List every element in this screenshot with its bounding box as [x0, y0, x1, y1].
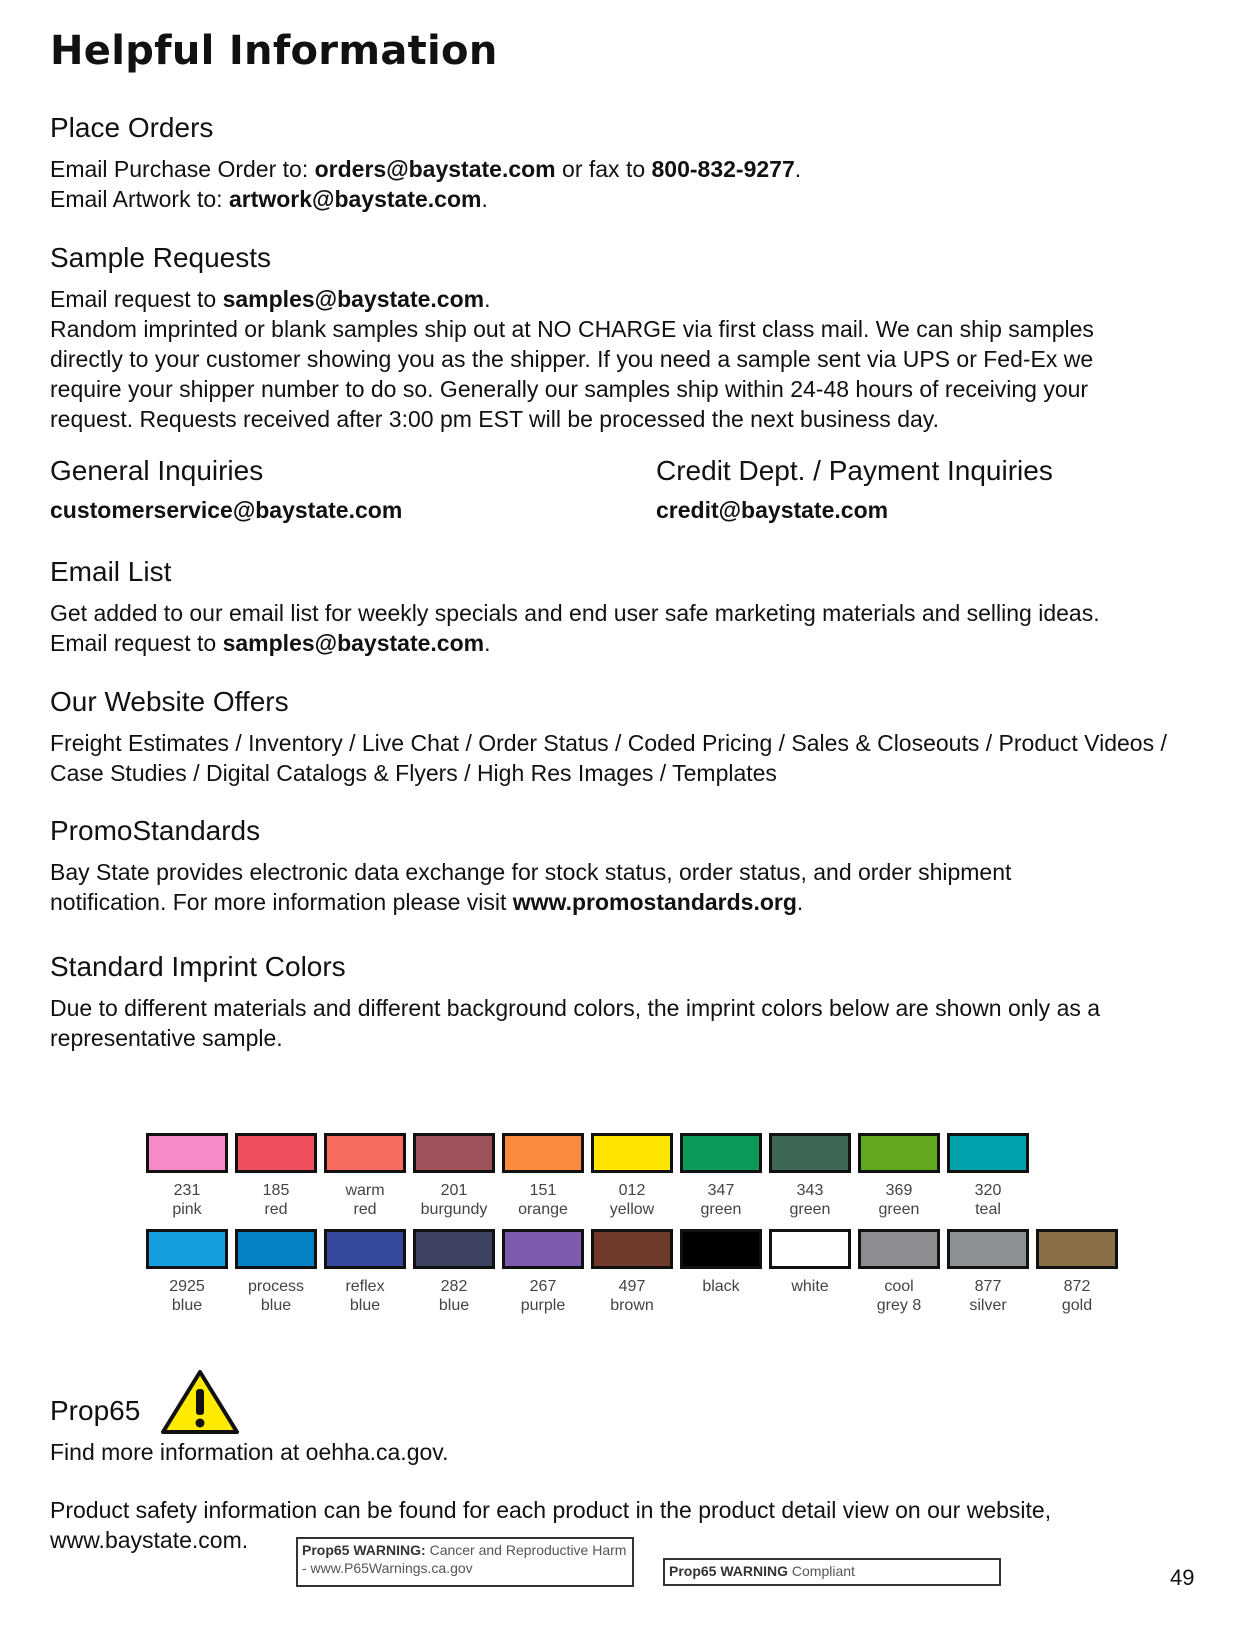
swatch-label: [943, 1181, 1033, 1219]
swatch-label: [320, 1181, 410, 1219]
color-swatch: [142, 1133, 232, 1219]
place-orders-section: [50, 112, 1200, 214]
swatch-cool-grey: [858, 1229, 940, 1269]
po-prefix: Email Purchase Order to:: [50, 156, 315, 182]
swatch-label: [1032, 1277, 1122, 1315]
prop65-compliant-text: Compliant: [788, 1563, 855, 1579]
el-end: .: [484, 630, 491, 656]
swatch-label-line2: orange: [518, 1201, 568, 1218]
color-swatch: [587, 1229, 677, 1315]
color-swatch: [854, 1229, 944, 1315]
swatch-gold: [1036, 1229, 1118, 1269]
swatch-label-line1: 267: [529, 1278, 557, 1295]
swatch-label-line2: brown: [610, 1297, 654, 1314]
swatch-label-line1: 201: [440, 1182, 468, 1199]
color-swatch: [765, 1133, 855, 1219]
samples-email[interactable]: samples@baystate.com: [222, 286, 485, 312]
swatch-white: [769, 1229, 851, 1269]
swatch-green-369: [858, 1133, 940, 1173]
swatch-label: [676, 1181, 766, 1219]
prop65-warning-text: Cancer and Reproductive Harm - www.P65Warnings.ca.gov: [302, 1542, 627, 1576]
swatch-label: [231, 1277, 321, 1315]
swatch-label-line2: blue: [349, 1297, 381, 1314]
swatch-label-line1: 369: [885, 1182, 913, 1199]
page-number: 49: [1170, 1565, 1195, 1590]
artwork-end: .: [481, 186, 488, 212]
po-mid: or fax to: [555, 156, 652, 182]
prop65-compliant-bold: Prop65 WARNING: [669, 1563, 789, 1579]
swatch-label-line1: 151: [529, 1182, 557, 1199]
color-swatch: [498, 1133, 588, 1219]
color-swatch: [409, 1229, 499, 1315]
swatch-label: [765, 1277, 855, 1296]
promostandards-section: [50, 815, 1200, 917]
color-swatch: [320, 1133, 410, 1219]
swatch-label-line2: teal: [975, 1201, 1001, 1218]
swatch-label-line2: grey 8: [876, 1297, 922, 1314]
swatch-label-line2: green: [878, 1201, 920, 1218]
artwork-prefix: Email Artwork to:: [50, 186, 229, 212]
swatch-label: [854, 1277, 944, 1315]
swatch-reflex-blue: [324, 1229, 406, 1269]
color-swatch: [1032, 1229, 1122, 1315]
swatch-label: [142, 1181, 232, 1219]
swatch-label: [676, 1277, 766, 1296]
swatch-label: [765, 1181, 855, 1219]
color-swatch: [587, 1133, 677, 1219]
swatch-brown: [591, 1229, 673, 1269]
ps-prefix: Bay State provides electronic data exchange for stock status, order status, and order shipment notification. For more information please visit: [50, 859, 1012, 915]
sr-end: .: [484, 286, 491, 312]
email-list-section: [50, 556, 1200, 658]
email-list-email[interactable]: samples@baystate.com: [222, 630, 485, 656]
color-swatch: [320, 1229, 410, 1315]
prop65-warning-bold: Prop65 WARNING:: [302, 1542, 426, 1558]
warning-triangle-icon: [160, 1369, 240, 1435]
sr-prefix: Email request to: [50, 286, 223, 312]
swatch-label: [142, 1277, 232, 1315]
sample-requests-heading: Sample Requests: [50, 242, 272, 273]
swatch-label-line1: 497: [618, 1278, 646, 1295]
swatch-label: [854, 1181, 944, 1219]
swatch-label-line1: 2925: [169, 1278, 205, 1295]
color-swatch: [854, 1133, 944, 1219]
swatch-label-line1: white: [791, 1278, 829, 1295]
swatch-label-line1: 231: [173, 1182, 201, 1199]
color-swatch: [676, 1229, 766, 1296]
imprint-colors-heading: Standard Imprint Colors: [50, 951, 346, 982]
swatch-label-line1: reflex: [345, 1278, 385, 1295]
imprint-colors-body: Due to different materials and different background colors, the imprint colors below are shown only as a representative sample.: [50, 995, 1101, 1051]
swatch-label-line1: 343: [796, 1182, 824, 1199]
swatch-label-line2: red: [353, 1201, 377, 1218]
swatch-silver: [947, 1229, 1029, 1269]
swatch-process-blue: [235, 1229, 317, 1269]
promostandards-heading: PromoStandards: [50, 815, 261, 846]
swatch-red: [235, 1133, 317, 1173]
website-offers-section: [50, 686, 1200, 788]
swatch-label: [587, 1181, 677, 1219]
swatch-label-line1: 012: [618, 1182, 646, 1199]
swatch-label-line2: red: [264, 1201, 288, 1218]
page-title: Helpful Information: [50, 28, 498, 74]
promostandards-link[interactable]: www.promostandards.org: [512, 889, 797, 915]
prop65-warning-label: [296, 1537, 634, 1587]
swatch-warm-red: [324, 1133, 406, 1173]
swatch-label-line1: warm: [345, 1182, 385, 1199]
color-swatch: [231, 1229, 321, 1315]
imprint-colors-section: [50, 951, 1200, 1053]
color-swatch: [943, 1133, 1033, 1219]
swatch-label: [498, 1277, 588, 1315]
swatch-teal: [947, 1133, 1029, 1173]
prop65-compliant-label: [663, 1558, 1001, 1586]
swatch-label: [320, 1277, 410, 1315]
swatch-label-line2: gold: [1061, 1297, 1093, 1314]
color-swatch: [943, 1229, 1033, 1315]
swatch-label-line2: yellow: [609, 1201, 655, 1218]
swatch-2925-blue: [146, 1229, 228, 1269]
prop65-line1: Find more information at oehha.ca.gov.: [50, 1439, 449, 1465]
swatch-label: [943, 1277, 1033, 1315]
orders-email[interactable]: orders@baystate.com: [314, 156, 556, 182]
color-swatch: [231, 1133, 321, 1219]
color-swatch: [765, 1229, 855, 1296]
po-end: .: [794, 156, 802, 182]
swatch-label-line1: process: [247, 1278, 305, 1295]
customerservice-email[interactable]: customerservice@baystate.com: [50, 497, 403, 523]
swatch-label-line1: 320: [974, 1182, 1002, 1199]
swatch-green-347: [680, 1133, 762, 1173]
swatch-label-line1: black: [702, 1278, 740, 1295]
swatch-pink: [146, 1133, 228, 1173]
swatch-label-line2: blue: [260, 1297, 292, 1314]
color-swatch: [409, 1133, 499, 1219]
swatch-label: [409, 1181, 499, 1219]
swatch-label-line1: cool: [884, 1278, 914, 1295]
place-orders-heading: Place Orders: [50, 112, 214, 143]
place-orders-line1: [50, 154, 1200, 184]
swatch-label-line2: blue: [438, 1297, 470, 1314]
swatch-orange: [502, 1133, 584, 1173]
email-list-heading: Email List: [50, 556, 172, 587]
color-swatch: [498, 1229, 588, 1315]
ps-end: .: [796, 889, 804, 915]
swatch-282-blue: [413, 1229, 495, 1269]
artwork-email[interactable]: artwork@baystate.com: [228, 186, 482, 212]
swatch-label: [231, 1181, 321, 1219]
prop65-heading: Prop65: [50, 1395, 141, 1426]
swatch-label-line1: 347: [707, 1182, 735, 1199]
website-offers-body: Freight Estimates / Inventory / Live Chat / Order Status / Coded Pricing / Sales & Closeouts / Product Videos / Case Studies / Digital Catalogs & Flyers / High Res Images / Templates: [50, 730, 1167, 786]
general-inquiries-section: [50, 455, 402, 524]
email-list-body: [50, 598, 1130, 658]
place-orders-line2: [50, 184, 1200, 214]
swatch-label-line1: 877: [974, 1278, 1002, 1295]
prop65-line2: Product safety information can be found for each product in the product detail view on our website, www.baystate.com.: [50, 1497, 1052, 1553]
swatch-green-343: [769, 1133, 851, 1173]
color-swatch: [142, 1229, 232, 1315]
swatch-yellow: [591, 1133, 673, 1173]
swatch-black: [680, 1229, 762, 1269]
general-inquiries-heading: General Inquiries: [50, 455, 264, 486]
swatch-purple: [502, 1229, 584, 1269]
swatch-label-line1: 872: [1063, 1278, 1091, 1295]
swatch-label-line1: 282: [440, 1278, 468, 1295]
swatch-label-line2: green: [700, 1201, 742, 1218]
swatch-label: [587, 1277, 677, 1315]
swatch-label-line2: blue: [171, 1297, 203, 1314]
sample-requests-line1: [50, 284, 1200, 314]
credit-email[interactable]: credit@baystate.com: [656, 497, 889, 523]
swatch-label: [409, 1277, 499, 1315]
website-offers-heading: Our Website Offers: [50, 686, 289, 717]
sample-requests-body: Random imprinted or blank samples ship out at NO CHARGE via first class mail. We can ship samples directly to your customer showing you as the shipper. If you need a sample sent via UPS or Fed-Ex we require your shipper number to do so. Generally our samples ship within 24-48 hours of receiving your request. Requests received after 3:00 pm EST will be processed the next business day.: [50, 316, 1094, 432]
color-swatch: [676, 1133, 766, 1219]
sample-requests-section: [50, 242, 1200, 434]
swatch-label-line1: 185: [262, 1182, 290, 1199]
swatch-label: [498, 1181, 588, 1219]
swatch-label-line2: burgundy: [420, 1201, 488, 1218]
swatch-label-line2: purple: [520, 1297, 566, 1314]
swatch-label-line2: green: [789, 1201, 831, 1218]
swatch-burgundy: [413, 1133, 495, 1173]
fax-number: 800-832-9277: [651, 156, 795, 182]
promostandards-body: [50, 857, 1130, 917]
swatch-label-line2: silver: [969, 1297, 1007, 1314]
credit-dept-heading: Credit Dept. / Payment Inquiries: [656, 455, 1053, 486]
credit-dept-section: [656, 455, 1053, 524]
el-prefix: Get added to our email list for weekly specials and end user safe marketing materials and selling ideas. Email request to: [50, 600, 1100, 656]
swatch-label-line2: pink: [172, 1201, 202, 1218]
